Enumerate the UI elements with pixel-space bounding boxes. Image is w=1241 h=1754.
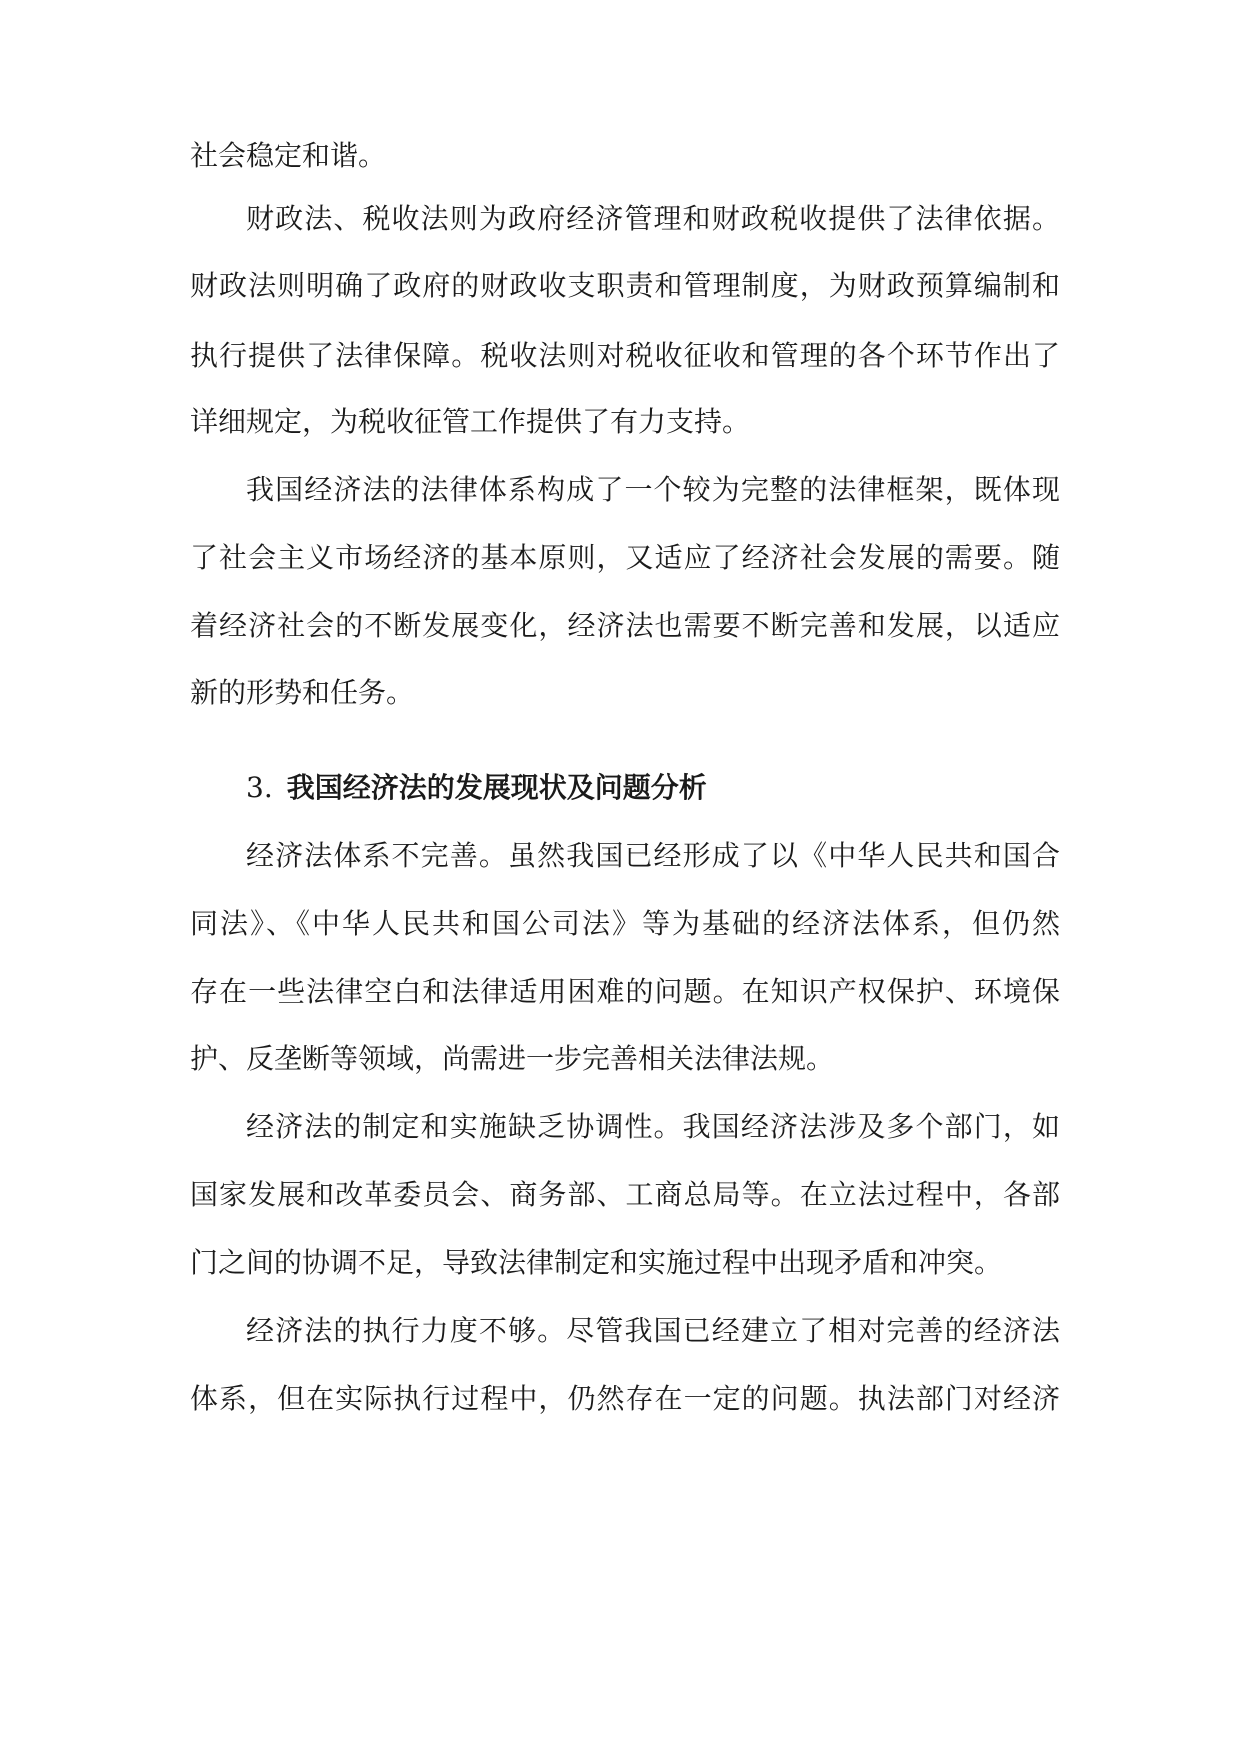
paragraph-line: 同法》、《中华人民共和国公司法》等为基础的经济法体系，但仍然 [190,907,1060,940]
paragraph-line: 财政法、税收法则为政府经济管理和财政税收提供了法律依据。 [246,202,1060,235]
paragraph-line: 详细规定，为税收征管工作提供了有力支持。 [190,405,751,438]
paragraph-line: 门之间的协调不足，导致法律制定和实施过程中出现矛盾和冲突。 [190,1246,1003,1279]
paragraph-line: 经济法体系不完善。虽然我国已经形成了以《中华人民共和国合 [246,839,1060,872]
paragraph-line: 护、反垄断等领域，尚需进一步完善相关法律法规。 [190,1042,835,1075]
paragraph-line: 着经济社会的不断发展变化，经济法也需要不断完善和发展，以适应 [190,609,1060,642]
paragraph-line: 存在一些法律空白和法律适用困难的问题。在知识产权保护、环境保 [190,975,1060,1008]
paragraph-line: 经济法的制定和实施缺乏协调性。我国经济法涉及多个部门，如 [246,1110,1060,1143]
paragraph-line: 我国经济法的法律体系构成了一个较为完整的法律框架，既体现 [246,473,1060,506]
paragraph-continuation-line: 社会稳定和谐。 [190,139,387,172]
paragraph-line: 新的形势和任务。 [190,676,415,709]
paragraph-line: 财政法则明确了政府的财政收支职责和管理制度，为财政预算编制和 [190,269,1060,302]
paragraph-line: 国家发展和改革委员会、商务部、工商总局等。在立法过程中，各部 [190,1178,1060,1211]
paragraph-line: 执行提供了法律保障。税收法则对税收征收和管理的各个环节作出了 [190,339,1060,372]
section-heading [246,768,1060,808]
paragraph-line: 经济法的执行力度不够。尽管我国已经建立了相对完善的经济法 [246,1314,1060,1347]
paragraph-line: 体系，但在实际执行过程中，仍然存在一定的问题。执法部门对经济 [190,1382,1060,1415]
section-title: 我国经济法的发展现状及问题分析 [286,771,707,804]
section-number: 3. [246,771,273,804]
paragraph-line: 了社会主义市场经济的基本原则，又适应了经济社会发展的需要。随 [190,541,1060,574]
